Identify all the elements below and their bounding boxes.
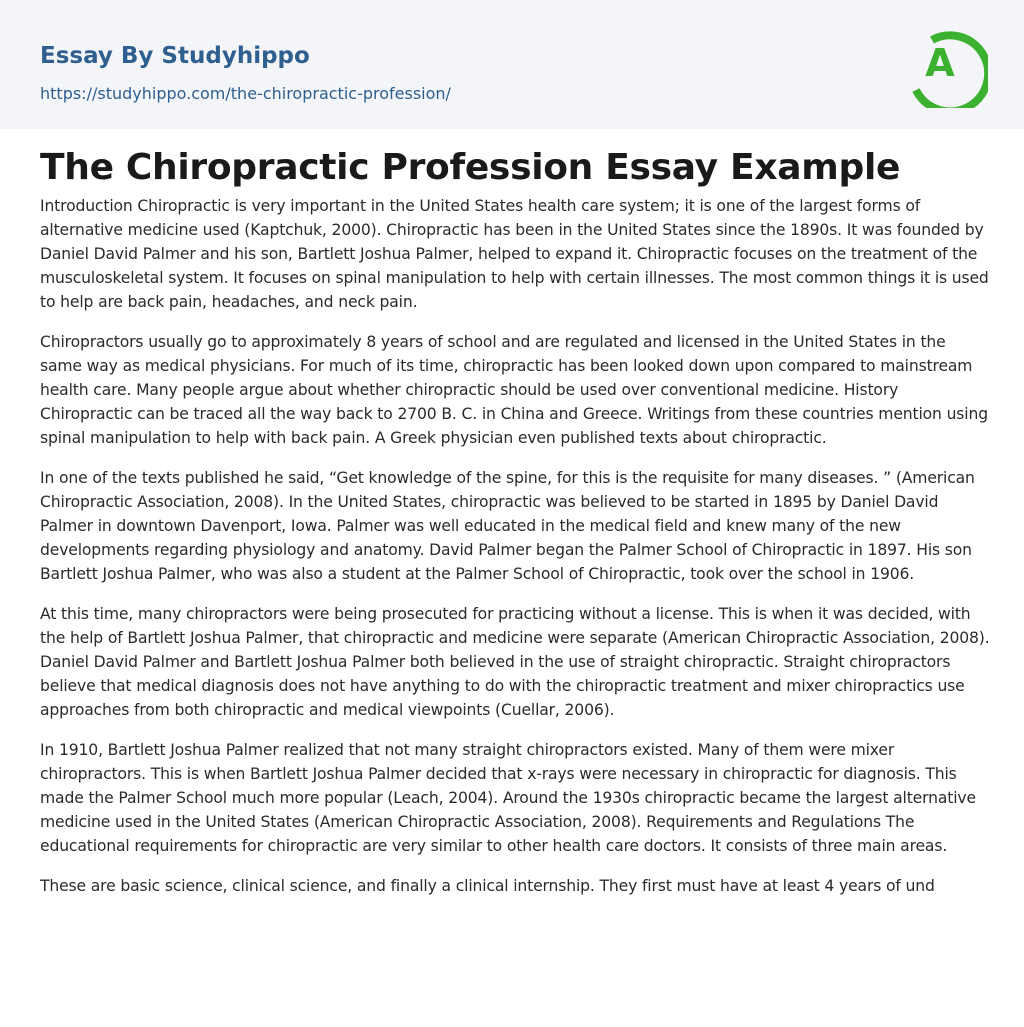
site-brand[interactable]: Essay By Studyhippo — [40, 43, 310, 69]
essay-paragraph: Chiropractors usually go to approximately 8 years of school and are regulated and licensed in the United States in the same way as medical physicians. For much of its time, chiropractic has been looked down upon compared to mainstream health care. Many people argue about whether chiropractic should be used over conventional medicine. History Chiropractic can be traced all the way back to 2700 B. C. in China and Greece. Writings from these countries mention using spinal manipulation to help with back pain. A Greek physician even published texts about chiropractic. — [40, 333, 988, 447]
essay-body — [40, 194, 990, 1027]
site-header — [0, 0, 1024, 129]
essay-paragraph: In 1910, Bartlett Joshua Palmer realized that not many straight chiropractors existed. Many of them were mixer chiropractors. This is when Bartlett Joshua Palmer decided that x-rays were necessary in chiropractic for diagnosis. This made the Palmer School much more popular (Leach, 2004). Around the 1930s chiropractic became the largest alternative medicine used in the United States (American Chiropractic Association, 2008). Requirements and Regulations The educational requirements for chiropractic are very similar to other health care doctors. It consists of three main areas. — [40, 741, 976, 855]
essay-paragraph: In one of the texts published he said, “Get knowledge of the spine, for this is the requisite for many diseases. ” (American Chiropractic Association, 2008). In the United States, chiropractic was believed to be started in 1895 by Daniel David Palmer in downtown Davenport, Iowa. Palmer was well educated in the medical field and knew many of the new developments regarding physiology and anatomy. David Palmer began the Palmer School of Chiropractic in 1897. His son Bartlett Joshua Palmer, who was also a student at the Palmer School of Chiropractic, took over the school in 1906. — [40, 469, 975, 583]
essay-paragraph: These are basic science, clinical science, and finally a clinical internship. They first must have at least 4 years of und — [40, 877, 935, 895]
essay-paragraph: Introduction Chiropractic is very important in the United States health care system; it is one of the largest forms of alternative medicine used (Kaptchuk, 2000). Chiropractic has been in the United States since the 1890s. It was founded by Daniel David Palmer and his son, Bartlett Joshua Palmer, helped to expand it. Chiropractic focuses on the treatment of the musculoskeletal system. It focuses on spinal manipulation to help with certain illnesses. The most common things it is used to help are back pain, headaches, and neck pain. — [40, 197, 989, 311]
studyhippo-logo[interactable] — [912, 18, 988, 108]
logo-a-icon — [912, 18, 988, 108]
logo-letter: A — [925, 41, 955, 85]
essay-title: The Chiropractic Profession Essay Example — [40, 147, 901, 188]
essay-url-link[interactable]: https://studyhippo.com/the-chiropractic-profession/ — [40, 84, 451, 103]
essay-paragraph: At this time, many chiropractors were being prosecuted for practicing without a license. This is when it was decided, with the help of Bartlett Joshua Palmer, that chiropractic and medicine were separate (American Chiropractic Association, 2008). Daniel David Palmer and Bartlett Joshua Palmer both believed in the use of straight chiropractic. Straight chiropractors believe that medical diagnosis does not have anything to do with the chiropractic treatment and mixer chiropractics use approaches from both chiropractic and medical viewpoints (Cuellar, 2006). — [40, 605, 990, 719]
